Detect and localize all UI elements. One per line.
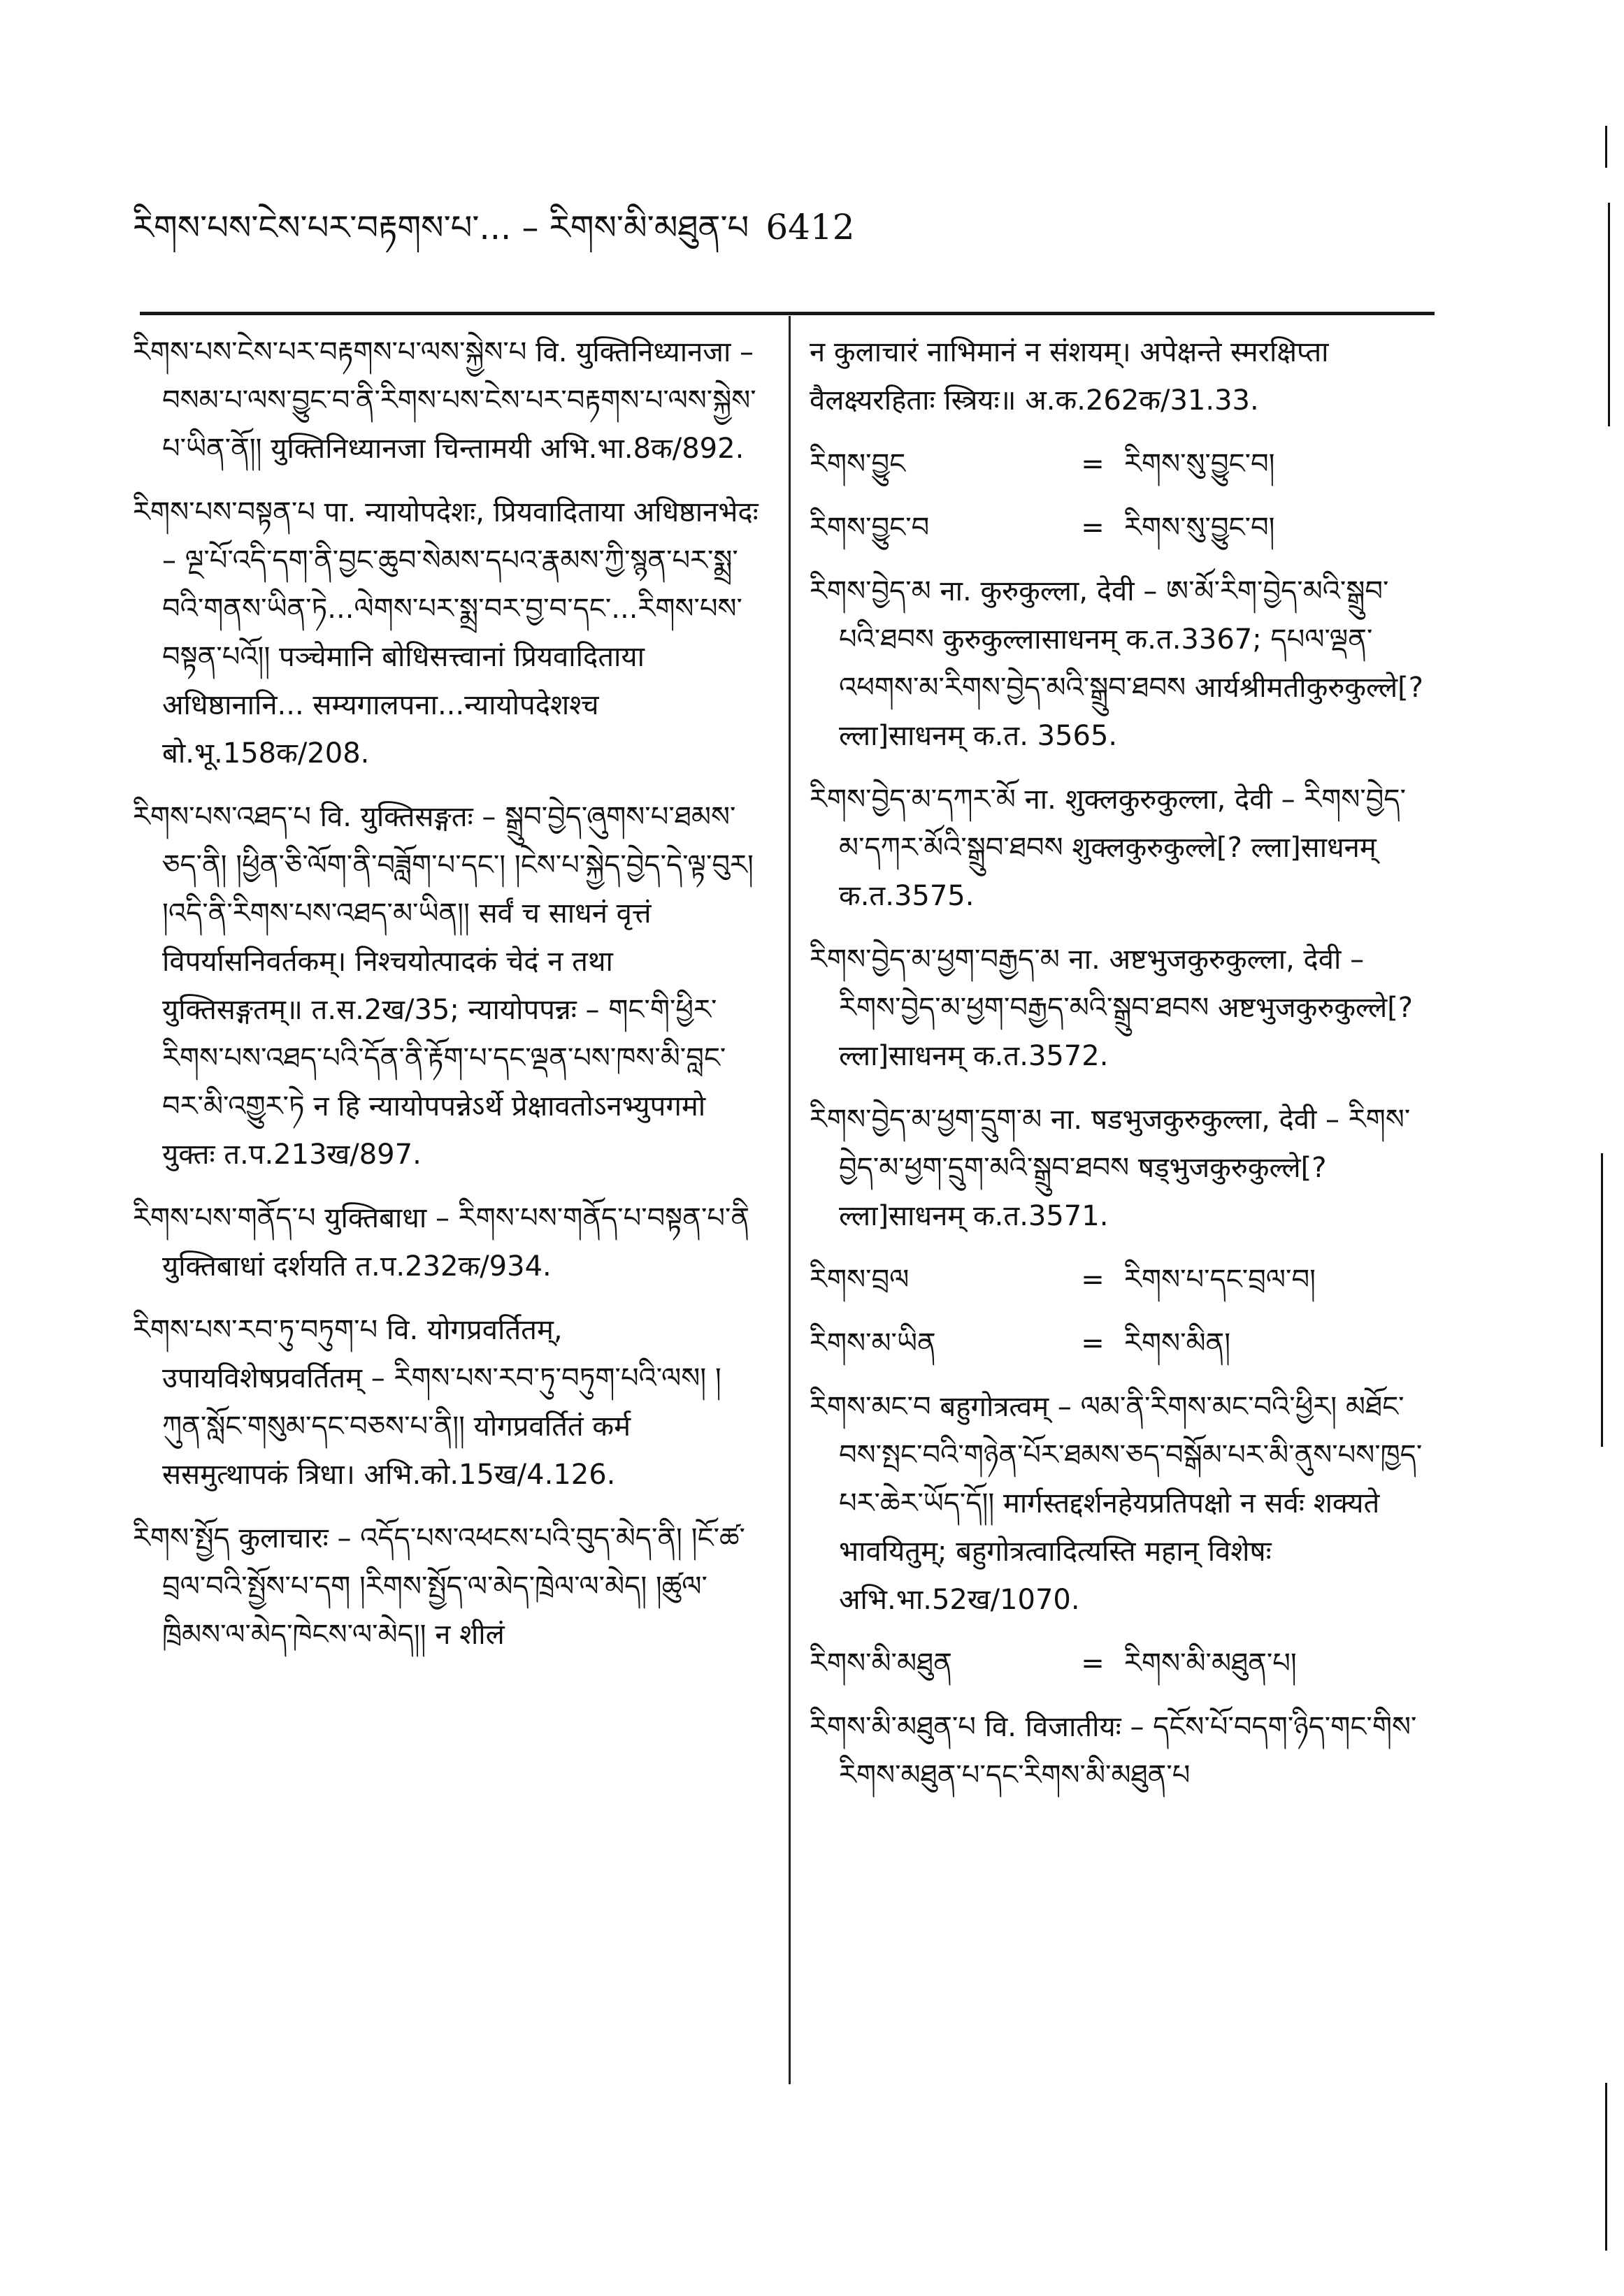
dictionary-entry: རིགས་མང་བ बहुगोत्रत्वम् – ལམ་ནི་རིགས་མང་བའི་ཕྱིར། མཐོང་བས་སྤང་བའི་གཉེན་པོར་ཐམས་ཅད་བསྒོམ་པར་མི་ནུས་པས་ཁྱད་པར་ཆེར་ཡོད་དོ།། मार्गस्तद्दर्शनहेयप्रतिपक्षो न सर्वः शक्यते भावयितुम्; बहुगोत्रत्वादित्यस्ति महान् विशेषः अभि.भा.52ख/1070. [810,1391,1423,1616]
scan-edge-mark [1608,203,1610,426]
dictionary-entry: རིགས་བྱེད་མ་ཕྱག་དྲུག་མ ना. षडभुजकुरुकुल्ला, देवी – རིགས་བྱེད་མ་ཕྱག་དྲུག་མའི་སྒྲུབ་ཐབས षड्भुजकुरुकुल्ले[? ल्ला]साधनम् क.त.3571. [810,1104,1411,1232]
dictionary-entry: རིགས་པས་ངེས་པར་བརྟགས་པ་ལས་སྐྱེས་པ वि. युक्तिनिध्यानजा – བསམ་པ་ལས་བྱུང་བ་ནི་རིགས་པས་ངེས་པར་བརྟགས་པ་ལས་སྐྱེས་པ་ཡིན་ནོ།། युक्तिनिध्यानजा चिन्तामयी अभि.भा.8क/892. [133,336,756,465]
column-divider [789,316,791,2084]
xref-target: རིགས་སུ་བྱུང་བ། [1124,512,1275,544]
scan-edge-mark [1605,2083,1607,2251]
equals-sign: = [1081,512,1105,544]
scan-edge-mark [1605,126,1607,168]
dictionary-entry: རིགས་བྱེད་མ ना. कुरुकुल्ला, देवी – ཨ་མོ་རིག་བྱེད་མའི་སྒྲུབ་པའི་ཐབས कुरुकुल्लासाधनम् क.त.3367; དཔལ་ལྡན་འཕགས་མ་རིགས་བྱེད་མའི་སྒྲུབ་ཐབས आर्यश्रीमतीकुरुकुल्ले[? ल्ला]साधनम् क.त. 3565. [810,575,1423,752]
entry-continuation: न कुलाचारं नाभिमानं न संशयम्। अपेक्षन्ते स्मरक्षिप्ता वैलक्ष्यरहिताः स्त्रियः॥ अ.क.262क/31.33. [810,336,1329,417]
dictionary-entry: རིགས་པས་གནོད་པ युक्तिबाधा – རིགས་པས་གནོད་པ་བསྟན་པ་ནི युक्तिबाधां दर्शयति त.प.232क/934. [133,1202,750,1283]
dictionary-entry: རིགས་པས་བསྟན་པ पा. न्यायोपदेशः, प्रियवादिताया अधिष्ठानभेदः – ལྔ་པོ་འདི་དག་ནི་བྱང་ཆུབ་སེམས་དཔའ་རྣམས་ཀྱི་སྙན་པར་སྨྲ་བའི་གནས་ཡིན་ཏེ...ལེགས་པར་སྨྲ་བར་བྱ་བ་དང་...རིགས་པས་བསྟན་པའོ།། पञ्चेमानि बोधिसत्त्वानां प्रियवादिताया अधिष्ठानानि... सम्यगालपना...न्यायोपदेशश्च बो.भू.158क/208. [133,496,759,770]
page-number: 6412 [766,207,855,247]
xref-headword: རིགས་མི་མཐུན [810,1647,952,1680]
dictionary-entry: རིགས་སྤྱོད कुलाचारः – འདོད་པས་འཕངས་པའི་བུད་མེད་ནི། །ངོ་ཚ་བྲལ་བའི་སྤྱོས་པ་དག །རིགས་སྤྱོད་ལ་མེད་ཁྲེལ་ལ་མེད། །ཚུལ་ཁྲིམས་ལ་མེད་ཁེངས་ལ་མེད།། न शीलं [133,1522,745,1651]
dictionary-entry: རིགས་པས་རབ་ཏུ་བཏུག་པ वि. योगप्रवर्तितम्, उपायविशेषप्रवर्तितम् – རིགས་པས་རབ་ཏུ་བཏུག་པའི་ལས། །ཀུན་སློང་གསུམ་དང་བཅས་པ་ནི།། योगप्रवर्तितं कर्म ससमुत्थापकं त्रिधा। अभि.को.15ख/4.126. [133,1314,721,1491]
xref-target: རིགས་མིན། [1124,1327,1231,1359]
dictionary-entry: རིགས་བྱེད་མ་ཕྱག་བརྒྱད་མ ना. अष्टभुजकुरुकुल्ला, देवी – རིགས་བྱེད་མ་ཕྱག་བརྒྱད་མའི་སྒྲུབ་ཐབས अष्टभुजकुरुकुल्ले[? ल्ला]साधनम् क.त.3572. [810,944,1414,1072]
xref-target: རིགས་པ་དང་བྲལ་བ། [1124,1264,1316,1296]
cross-reference [810,1320,1425,1368]
page-header [133,203,1426,252]
equals-sign: = [1081,1647,1105,1680]
right-column [810,328,1425,2118]
xref-headword: རིགས་བྲལ [810,1264,910,1296]
cross-reference [810,440,1425,489]
dictionary-entry: རིགས་མི་མཐུན་པ वि. विजातीयः – དངོས་པོ་བདག་ཉིད་གང་གིས་རིགས་མཐུན་པ་དང་རིགས་མི་མཐུན་པ [810,1711,1417,1791]
equals-sign: = [1081,1264,1105,1296]
xref-target: རིགས་སུ་བྱུང་བ། [1124,448,1275,480]
cross-reference [810,1640,1425,1688]
xref-headword: རིགས་བྱུང [810,448,906,480]
cross-reference [810,1256,1425,1304]
dictionary-entry: རིགས་བྱེད་མ་དཀར་མོ ना. शुक्लकुरुकुल्ला, देवी – རིགས་བྱེད་མ་དཀར་མོའི་སྒྲུབ་ཐབས शुक्लकुरुकुल्ले[? ल्ला]साधनम् क.त.3575. [810,784,1406,912]
equals-sign: = [1081,448,1105,480]
equals-sign: = [1081,1327,1105,1359]
dictionary-entry: རིགས་པས་འཐད་པ वि. युक्तिसङ्गतः – སྒྲུབ་བྱེད་ཞུགས་པ་ཐམས་ཅད་ནི། །ཕྱིན་ཅི་ལོག་ནི་བཟློག་པ་དང་། །ངེས་པ་སྐྱེད་བྱེད་དེ་ལྟ་བུར། །འདི་ནི་རིགས་པས་འཐད་མ་ཡིན།། सर्वं च साधनं वृत्तं विपर्यासनिवर्तकम्। निश्चयोत्पादकं चेदं न तथा युक्तिसङ्गतम्॥ त.स.2ख/35; न्यायोपपन्नः – གང་གི་ཕྱིར་རིགས་པས་འཐད་པའི་དོན་ནི་རྟོག་པ་དང་ལྡན་པས་ཁས་མི་བླང་བར་མི་འགྱུར་ཏེ न हि न्यायोपपन्नेऽर्थे प्रेक्षावतोऽनभ्युपगमो युक्तः त.प.213ख/897. [133,801,754,1171]
header-rule [140,312,1435,315]
xref-target: རིགས་མི་མཐུན་པ། [1124,1647,1297,1680]
scan-edge-mark [1601,1153,1603,1447]
xref-headword: རིགས་བྱུང་བ [810,512,930,544]
xref-headword: རིགས་མ་ཡིན [810,1327,936,1359]
left-column [133,328,762,2118]
cross-reference [810,504,1425,552]
running-head: རིགས་པས་ངེས་པར་བརྟགས་པ་... – རིགས་མི་མཐུན་པ [133,208,749,247]
